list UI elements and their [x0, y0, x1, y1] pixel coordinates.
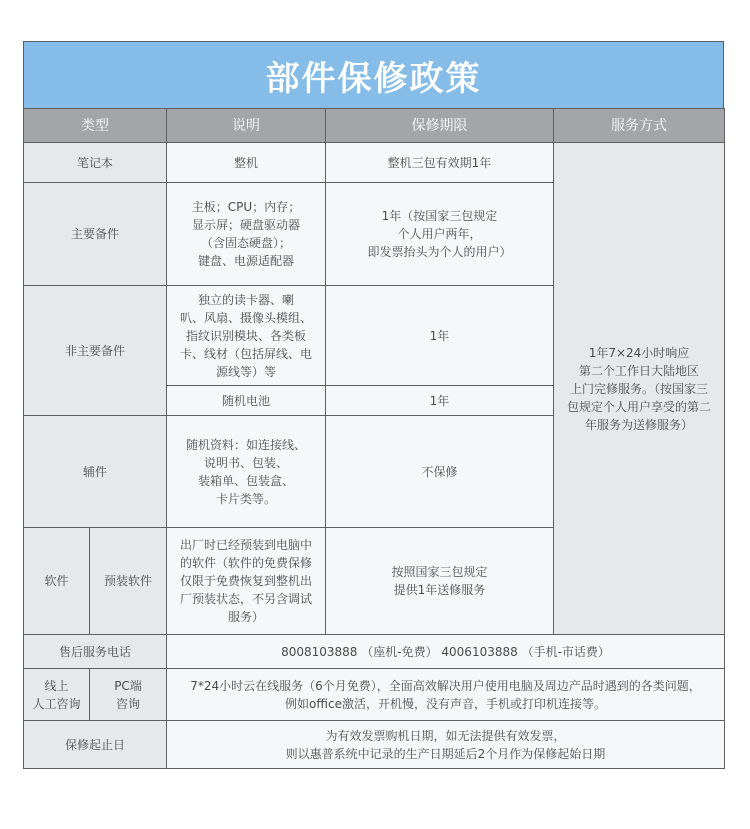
- service-line: 年服务为送修服务）: [584, 417, 693, 432]
- battery-period: 1年: [326, 386, 554, 416]
- period-line: 提供1年送修服务: [393, 583, 486, 597]
- label-line: PC端: [114, 678, 142, 693]
- desc-line: 的软件（软件的免费保修: [179, 556, 312, 570]
- online-label: [24, 669, 90, 721]
- desc-line: 服务）: [227, 610, 264, 624]
- desc-line: 独立的读卡器、喇: [197, 292, 294, 307]
- row-notebook: [24, 143, 725, 183]
- period-line: 按照国家三包规定: [391, 565, 488, 579]
- page-title: 部件保修政策: [265, 58, 482, 99]
- warranty-start-value: [167, 721, 725, 769]
- desc-line: 键盘、电源适配器: [197, 254, 294, 268]
- value-line: 为有效发票购机日期，如无法提供有效发票，: [325, 728, 566, 743]
- software-desc: [167, 528, 326, 635]
- title-banner: [23, 41, 724, 108]
- desc-line: 厂预装状态，不另含调试: [179, 592, 312, 606]
- policy-table: [23, 108, 725, 769]
- service-line: 1年7×24小时响应: [588, 345, 690, 360]
- software-sub-label: 预装软件: [90, 528, 167, 635]
- battery-desc: 随机电池: [167, 386, 326, 416]
- header-row: [24, 109, 725, 143]
- desc-line: 仅限于免费恢复到整机出: [179, 574, 312, 588]
- service-method: [554, 143, 725, 635]
- software-label: 软件: [24, 528, 90, 635]
- main-parts-period: [326, 183, 554, 286]
- notebook-label: 笔记本: [24, 143, 167, 183]
- row-hotline: [24, 635, 725, 669]
- label-line: 线上: [44, 678, 69, 693]
- desc-line: 指纹识别模块、各类板: [185, 328, 306, 343]
- value-line: 7*24小时云在线服务（6个月免费），全面高效解决用户使用电脑及周边产品时遇到的各类问题，: [190, 678, 701, 693]
- minor-parts-period: 1年: [326, 286, 554, 386]
- service-line: 第二个工作日大陆地区: [578, 363, 699, 378]
- header-service: 服务方式: [554, 109, 725, 143]
- desc-line: 出厂时已经预装到电脑中: [179, 538, 312, 552]
- warranty-start-label: 保修起止日: [24, 721, 167, 769]
- desc-line: 主板；CPU；内存；: [191, 200, 301, 214]
- row-warranty-start: [24, 721, 725, 769]
- desc-line: 卡、线材（包括屏线、电: [179, 346, 312, 361]
- label-line: 人工咨询: [32, 696, 81, 711]
- desc-line: 说明书、包装、: [203, 455, 288, 470]
- hotline-label: 售后服务电话: [24, 635, 167, 669]
- value-line: 则以惠普系统中记录的生产日期延后2个月作为保修起始日期: [285, 746, 606, 761]
- period-line: 即发票抬头为个人的用户）: [367, 245, 512, 259]
- service-line: 包规定个人用户享受的第二: [566, 399, 711, 414]
- policy-container: [23, 41, 724, 769]
- online-sub-label: [90, 669, 167, 721]
- label-line: 咨询: [115, 696, 140, 711]
- period-line: 1年（按国家三包规定: [381, 209, 498, 223]
- minor-parts-label: 非主要备件: [24, 286, 167, 416]
- desc-line: 卡片类等。: [215, 491, 276, 506]
- header-type: 类型: [24, 109, 167, 143]
- software-period: [326, 528, 554, 635]
- accessories-label: 辅件: [24, 416, 167, 528]
- main-parts-desc: [167, 183, 326, 286]
- desc-line: （含固态硬盘）；: [200, 236, 291, 250]
- accessories-period: 不保修: [326, 416, 554, 528]
- notebook-period: 整机三包有效期1年: [326, 143, 554, 183]
- row-online: [24, 669, 725, 721]
- desc-line: 随机资料：如连接线、: [185, 437, 306, 452]
- online-value: [167, 669, 725, 721]
- desc-line: 源线等）等: [215, 364, 276, 379]
- header-desc: 说明: [167, 109, 326, 143]
- desc-line: 叭、风扇、摄像头模组、: [179, 310, 312, 325]
- desc-line: 显示屏；硬盘驱动器: [191, 218, 300, 232]
- service-line: 上门完修服务。（按国家三: [569, 381, 708, 396]
- notebook-desc: 整机: [167, 143, 326, 183]
- period-line: 个人用户两年，: [397, 227, 482, 241]
- hotline-value: 8008103888 （座机-免费） 4006103888 （手机-市话费）: [167, 635, 725, 669]
- main-parts-label: 主要备件: [24, 183, 167, 286]
- minor-parts-desc: [167, 286, 326, 386]
- desc-line: 装箱单、包装盒、: [197, 473, 294, 488]
- accessories-desc: [167, 416, 326, 528]
- header-period: 保修期限: [326, 109, 554, 143]
- value-line: 例如office激活，开机慢，没有声音，手机或打印机连接等。: [285, 696, 606, 711]
